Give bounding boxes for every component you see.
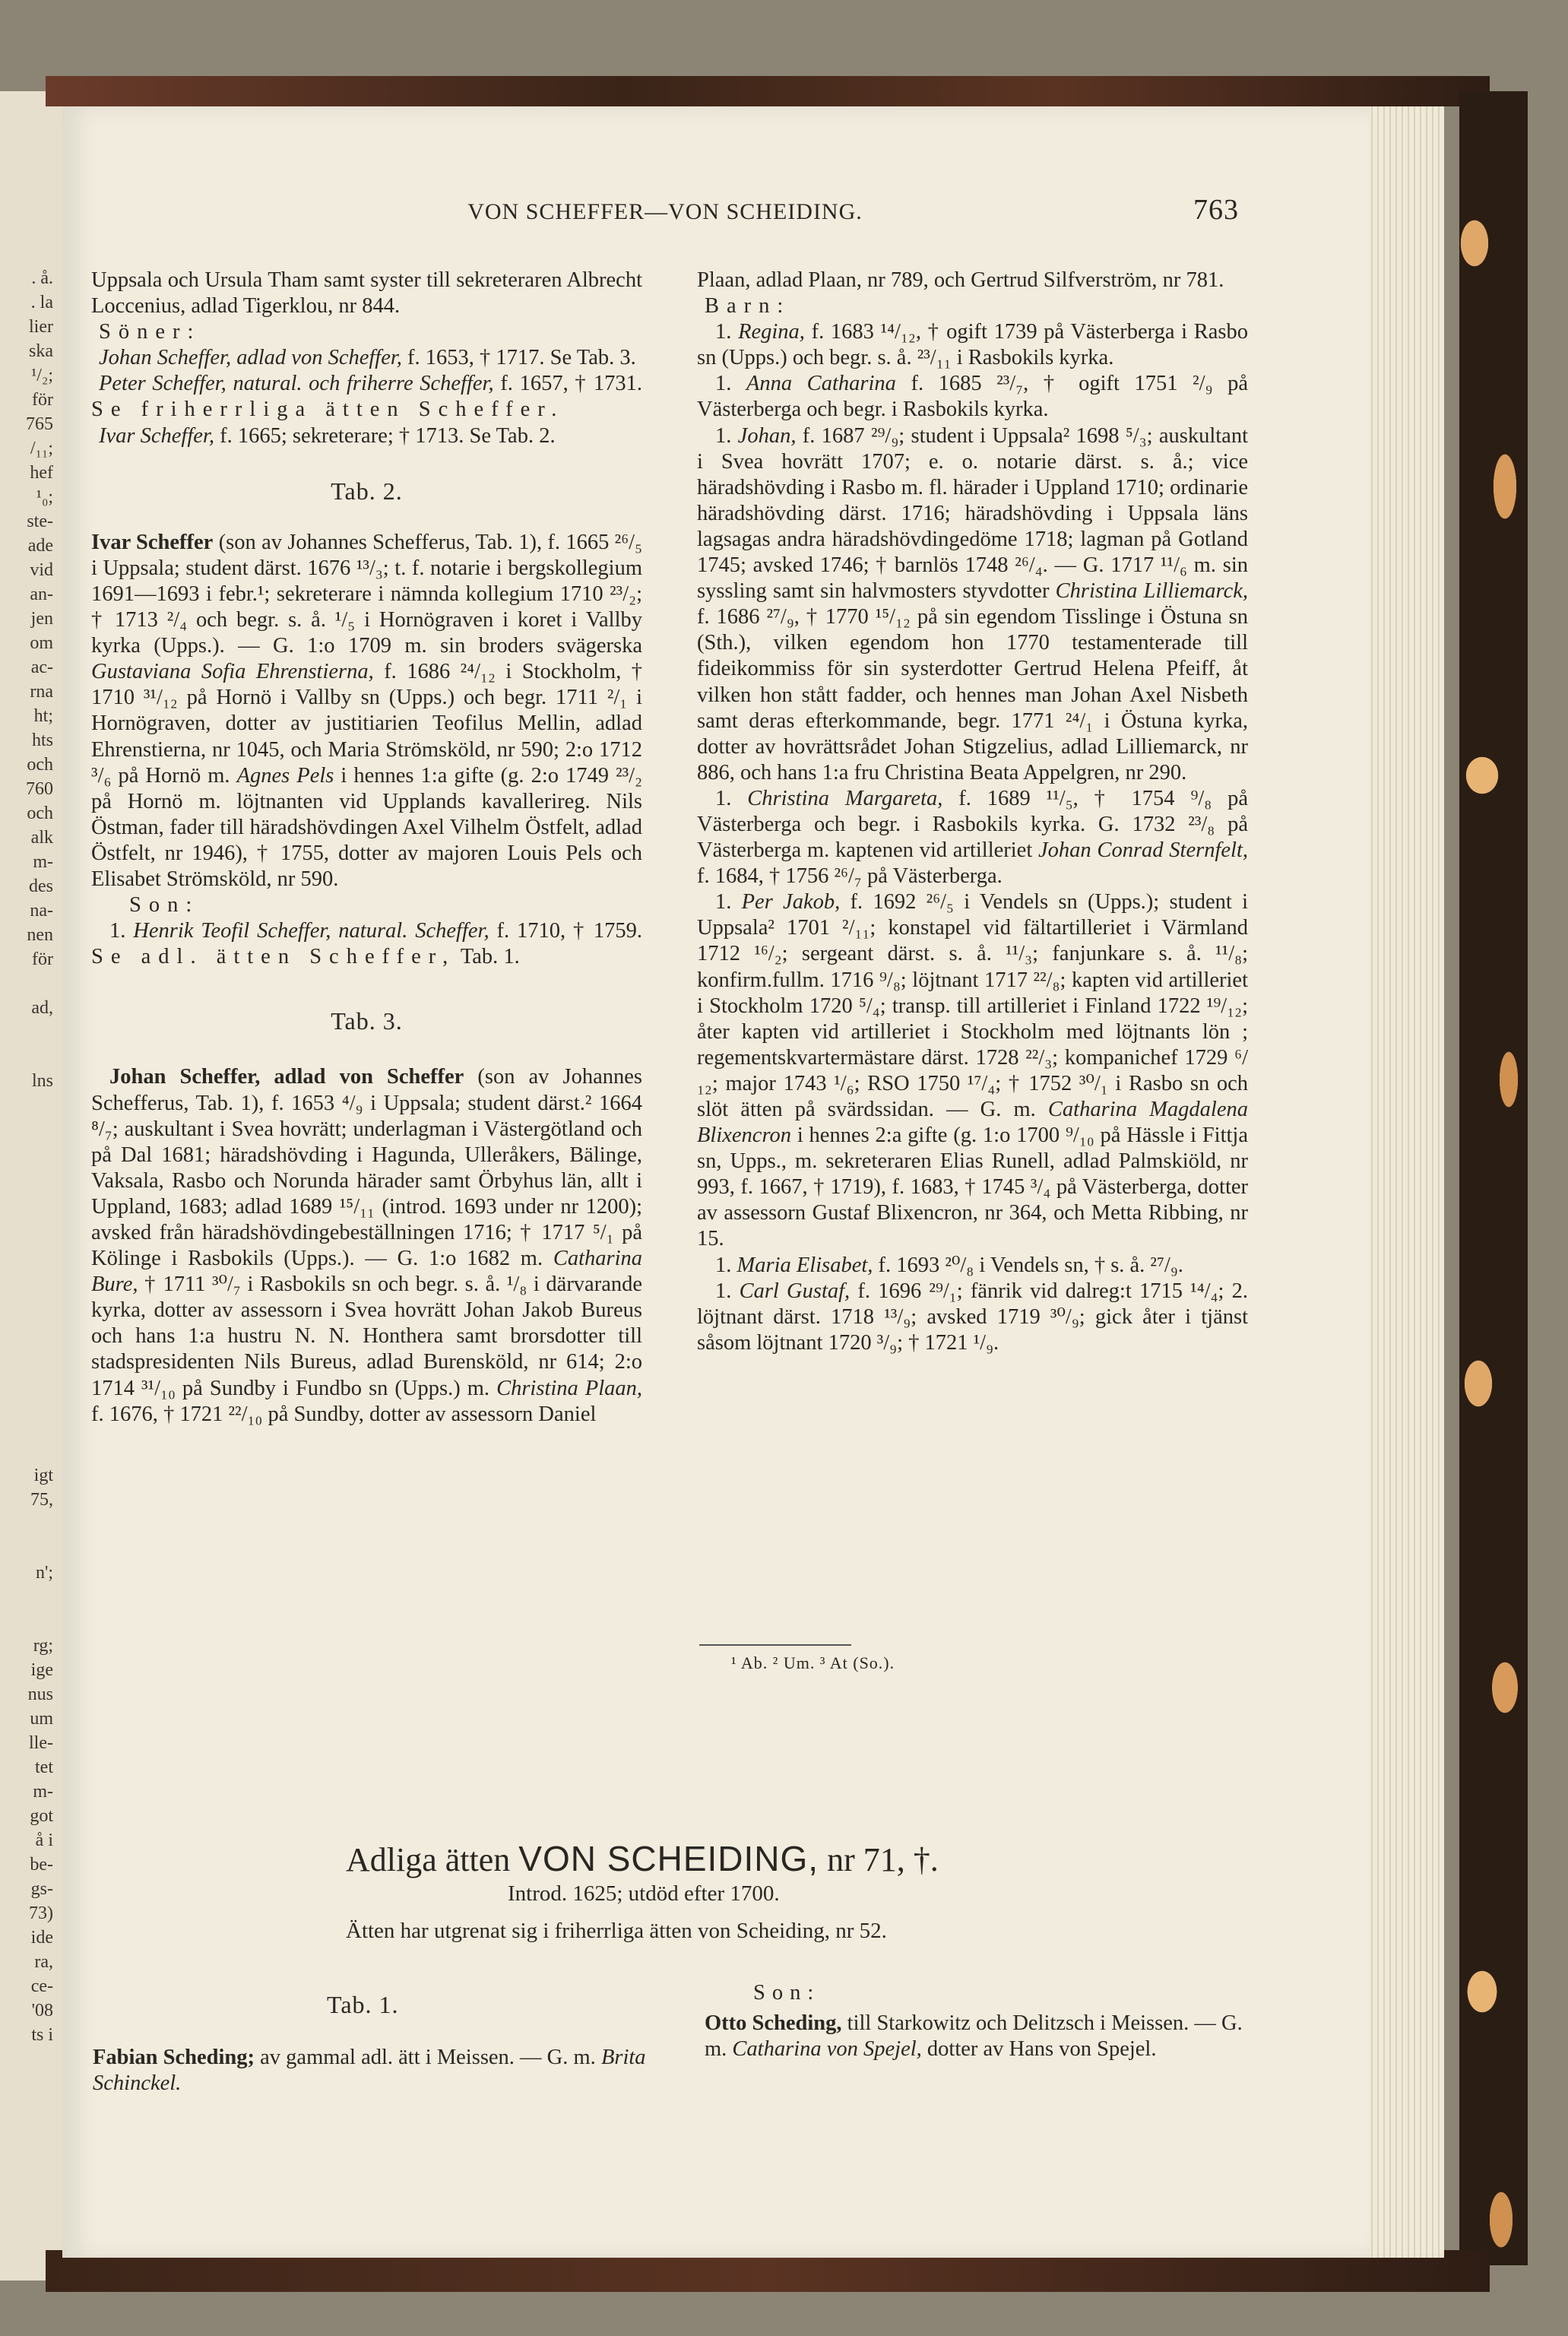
margin-fragment: ¹/₂;	[31, 366, 53, 385]
margin-fragment: rg;	[33, 1636, 53, 1656]
margin-fragment: vid	[30, 560, 53, 580]
tab1-left-entry: Fabian Scheding; av gammal adl. ätt i Meissen. — G. m. Brita Schinckel.	[93, 2046, 646, 2095]
margin-fragment: och	[27, 803, 53, 823]
margin-fragment: be-	[30, 1855, 53, 1875]
margin-fragment: hef	[30, 463, 53, 483]
margin-fragment	[0, 1536, 53, 1561]
running-title: VON SCHEFFER—VON SCHEIDING.	[467, 199, 863, 224]
tab2-son-entry: 1. Henrik Teofil Scheffer, natural. Scheffer, f. 1710, † 1759. Se adl. ätten Scheffer, Tab. 1.	[91, 919, 642, 969]
margin-fragment: nen	[27, 925, 53, 945]
left-column	[91, 268, 642, 1428]
margin-fragment: å i	[35, 1830, 53, 1850]
child-entry: 1. Anna Catharina f. 1685 ²³/₇, † ogift 1751 ²/₉ på Västerberga och begr. i Rasbokils kyrka.	[697, 372, 1248, 422]
margin-fragment: des	[29, 876, 53, 896]
child-entry: 1. Carl Gustaf, f. 1696 ²⁹/₁; fänrik vid dalreg:t 1715 ¹⁴/₄; 2. löjtnant därst. 1718 ¹³/₉; avsked 1719 ³⁰/₉; gick åter i tjänst såsom löjtnant 1720 ³/₉; † 1721 ¹/₉.	[697, 1279, 1249, 1355]
child-entry: 1. Regina, f. 1683 ¹⁴/₁₂, † ogift 1739 på Västerberga i Rasbo sn (Upps.) och begr. s. å. ²³/₁₁ i Rasbokils kyrka.	[697, 320, 1249, 370]
margin-fragment: an-	[30, 585, 53, 604]
margin-fragment: m-	[33, 852, 53, 872]
margin-fragment: lle-	[29, 1733, 53, 1753]
margin-fragment: ra,	[34, 1952, 53, 1972]
margin-fragment: um	[30, 1709, 53, 1729]
margin-fragment: m-	[33, 1782, 53, 1802]
margin-fragment: . la	[30, 293, 53, 312]
barn-label: Barn:	[705, 294, 791, 319]
margin-fragment: tet	[35, 1758, 53, 1777]
child-entry: 1. Maria Elisabet, f. 1693 ²⁰/₈ i Vendels sn, † s. å. ²⁷/₉.	[715, 1253, 1183, 1277]
section-intro: Introd. 1625; utdöd efter 1700.	[508, 1881, 780, 1906]
paragraph: Uppsala och Ursula Tham samt syster till sekreteraren Albrecht Loccenius, adlad Tigerklou, nr 844.	[91, 268, 642, 319]
son-entry: Ivar Scheffer, f. 1665; sekreterare; † 1713. Se Tab. 2.	[99, 423, 556, 448]
margin-fragment: 73)	[29, 1903, 53, 1923]
margin-fragment: . å.	[31, 268, 53, 288]
margin-fragment: alk	[30, 828, 53, 848]
margin-fragment	[0, 1512, 53, 1536]
left-page-fragments-upper	[0, 266, 53, 1093]
page-stack-edges	[1361, 106, 1444, 2258]
margin-fragment: ad,	[31, 998, 53, 1018]
son-entry: Johan Scheffer, adlad von Scheffer, f. 1653, † 1717. Se Tab. 3.	[99, 346, 636, 370]
margin-fragment: /₁₁;	[30, 439, 53, 458]
margin-fragment: ide	[30, 1928, 53, 1948]
margin-fragment: n';	[36, 1563, 53, 1583]
son-entry: Peter Scheffer, natural. och friherre Scheffer, f. 1657, † 1731. Se friherrliga ätten Scheffer.	[91, 372, 643, 422]
son-label: Son:	[129, 893, 200, 918]
child-entry: 1. Per Jakob, f. 1692 ²⁶/₅ i Vendels sn (Upps.); student i Uppsala² 1701 ²/₁₁; konstapel vid fältartilleriet i Värmland 1712 ¹⁶/₂; sergeant därst. s. å. ¹¹/₃; fanjunkare s. å. ¹¹/₈; konfirm.fullm. 1716 ⁹/₈; löjtnant 1717 ²²/₈; kapten vid artilleriet i Stockholm 1720 ⁵/₄; transp. till artilleriet i Finland 1722 ¹⁹/₁₂; åter kapten vid artilleriet i Stockholm med löjtnants lön ; regementskvartermästare därst. 1728 ²²/₃; kompanichef 1729 ⁶/₁₂; major 1743 ¹/₆; RSO 1750 ¹⁷/₄; † 1752 ³⁰/₁ i Rasbo sn och slöt ätten på svärdssidan. — G. m. Catharina Magdalena Blixencron i hennes 2:a gifte (g. 1:o 1700 ⁹/₁₀ på Hässle i Fittja sn, Upps., m. sekreteraren Elias Runell, adlad Palmskiöld, nr 993, f. 1667, † 1719), f. 1683, † 1745 ³/₄ på Västerberga, dotter av assessorn Gustaf Blixencron, nr 364, och Metta Ribbing, nr 15.	[697, 890, 1249, 1251]
margin-fragment: lier	[29, 317, 53, 337]
margin-fragment: ste-	[27, 512, 53, 531]
margin-fragment	[0, 1020, 53, 1044]
margin-fragment: och	[27, 755, 53, 775]
footnotes: ¹ Ab. ² Um. ³ At (So.).	[731, 1653, 895, 1672]
child-entry: 1. Johan, f. 1687 ²⁹/₉; student i Uppsala² 1698 ⁵/₃; auskultant i Svea hovrätt 1707; e. o. notarie därst. s. å.; vice häradshövding i Rasbo m. fl. härader i Uppland 1710; ordinarie häradshövding därst. 1716; häradshövding i Uppsala läns lagsagas andra häradshövdingedöme 1718; lagman på Gotland 1745; avsked 1746; † barnlös 1748 ²⁶/₄. — G. 1717 ¹¹/₆ m. sin syssling samt sin halvmosters styvdotter Christina Lilliemarck, f. 1686 ²⁷/₉, † 1770 ¹⁵/₁₂ på sin egendom Tisslinge i Östuna sn (Sth.), vilken egendom hon 1770 testamenterade till fideikommiss för sin systerdotter Gertrud Helena Pfeiff, åt vilken hon stått fadder, och hennes man Johan Axel Nisbeth samt deras efterkommande, begr. 1771 ²⁴/₁ i Östuna kyrka, dotter av hovrättsrådet Johan Stigzelius, adlad Lilliemarck, nr 886, och hans 1:a fru Christina Beata Appelgren, nr 290.	[697, 423, 1249, 784]
margin-fragment: hts	[31, 731, 53, 750]
tab2-entry: Ivar Scheffer (son av Johannes Schefferus, Tab. 1), f. 1665 ²⁶/₅ i Uppsala; student därst. 1676 ¹³/₃; t. f. notarie i bergskollegium 1691—1693 i febr.¹; sekreterare i nämnda kollegium 1710 ²³/₂; † 1713 ²/₄ och begr. s. å. ¹/₅ i Hornögraven i koret i Vallby kyrka (Upps.). — G. 1:o 1709 m. sin broders svägerska Gustaviana Sofia Ehrenstierna, f. 1686 ²⁴/₁₂ i Stockholm, † 1710 ³¹/₁₂ på Hornö i Vallby sn (Upps.) och begr. 1711 ²/₁ i Hornögraven, dotter av justitiarien Teofilus Mellin, adlad Ehrenstierna, nr 1045, och Maria Strömsköld, nr 590; 2:o 1712 ³/₆ på Hornö m. Agnes Pels i hennes 1:a gifte (g. 2:o 1749 ²³/₂ på Hornö m. löjtnanten vid Upplands kavallerireg. Nils Östman, fader till häradshövdingen Axel Vilhelm Östfelt, adlad Östfelt, nr 1946), † 1755, dotter av majoren Louis Pels och Elisabet Strömsköld, nr 590.	[91, 530, 643, 891]
margin-fragment	[0, 971, 53, 996]
section-note: Ätten har utgrenat sig i friherrliga ätten von Scheiding, nr 52.	[346, 1919, 887, 1943]
margin-fragment: ht;	[33, 706, 53, 726]
children-list	[697, 319, 1248, 1356]
margin-fragment: ¹₀;	[36, 487, 53, 507]
tab1-heading: Tab. 1.	[327, 1991, 399, 2018]
page-number: 763	[1193, 194, 1239, 226]
margin-fragment: ce-	[30, 1976, 53, 1996]
margin-fragment: ige	[30, 1660, 53, 1680]
margin-fragment: jen	[30, 609, 53, 629]
margin-fragment: 765	[26, 414, 53, 434]
margin-fragment: igt	[33, 1466, 53, 1485]
margin-fragment	[0, 1609, 53, 1634]
margin-fragment: ac-	[30, 658, 53, 677]
margin-fragment	[0, 1044, 53, 1069]
margin-fragment: ska	[29, 341, 53, 361]
child-entry: 1. Christina Margareta, f. 1689 ¹¹/₅, † 1754 ⁹/₈ på Västerberga och begr. i Rasbokils kyrka. G. 1732 ²³/₈ på Västerberga m. kaptenen vid artilleriet Johan Conrad Sternfelt, f. 1684, † 1756 ²⁶/₇ på Västerberga.	[697, 786, 1249, 889]
margin-fragment: ade	[27, 536, 53, 556]
margin-fragment: na-	[30, 901, 53, 921]
margin-fragment: lns	[31, 1071, 53, 1091]
margin-fragment: rna	[30, 682, 53, 702]
margin-fragment: om	[30, 633, 53, 653]
soner-label: Söner:	[99, 320, 201, 344]
margin-fragment: för	[32, 390, 53, 410]
book-cover-marbled	[1459, 91, 1528, 2265]
margin-fragment: got	[30, 1806, 53, 1826]
book-cover-top	[46, 76, 1490, 106]
margin-fragment: 760	[26, 779, 53, 799]
footnote-rule	[699, 1644, 851, 1646]
right-column	[697, 268, 1248, 1356]
left-page-fragments-lower	[0, 1463, 53, 2047]
margin-fragment: '08	[31, 2001, 53, 2021]
margin-fragment: 75,	[30, 1490, 53, 1510]
paragraph: Plaan, adlad Plaan, nr 789, och Gertrud Silfverström, nr 781.	[697, 268, 1224, 292]
son-label: Son:	[753, 1981, 821, 2005]
tab3-heading: Tab. 3.	[331, 1007, 403, 1035]
tab3-entry: Johan Scheffer, adlad von Scheffer (son av Johannes Schefferus, Tab. 1), f. 1653 ⁴/₉ i Uppsala; student därst.² 1664 ⁸/₇; auskultant i Svea hovrätt; underlagman i Västergötland och på Dal 1681; häradshövding i Hagunda, Ulleråkers, Bälinge, Vaksala, Rasbo och Norunda härader samt Örbyhus län, allt i Uppland, 1683; adlad 1689 ¹⁵/₁₁ (introd. 1693 under nr 1200); avsked från häradshövdingebeställningen 1716; † 1717 ⁵/₁ på Kölinge i Rasbokils (Upps.). — G. 1:o 1682 m. Catharina Bure, † 1711 ³⁰/₇ i Rasbokils sn och begr. s. å. ¹/₈ i därvarande kyrka, dotter av assessorn i Svea hovrätt Johan Jakob Bureus och hans 1:a hustru N. N. Honthera samt brorsdotter till stadspresidenten Nils Bureus, adlad Burensköld, nr 614; 2:o 1714 ³¹/₁₀ på Sundby i Fundbo sn (Upps.) m. Christina Plaan, f. 1676, † 1721 ²²/₁₀ på Sundby, dotter av assessorn Daniel	[91, 1065, 643, 1426]
margin-fragment: gs-	[30, 1879, 53, 1899]
margin-fragment: nus	[27, 1685, 53, 1704]
tab2-heading: Tab. 2.	[331, 477, 403, 505]
margin-fragment: för	[32, 949, 53, 969]
section-title: Adliga ätten VON SCHEIDING, nr 71, †.	[346, 1839, 939, 1878]
margin-fragment: ts i	[31, 2025, 53, 2045]
tab1-right-entry: Son: Otto Scheding, till Starkowitz och Delitzsch i Meissen. — G. m. Catharina von Spejel, dotter av Hans von Spejel.	[705, 1980, 1259, 2062]
margin-fragment	[0, 1585, 53, 1609]
